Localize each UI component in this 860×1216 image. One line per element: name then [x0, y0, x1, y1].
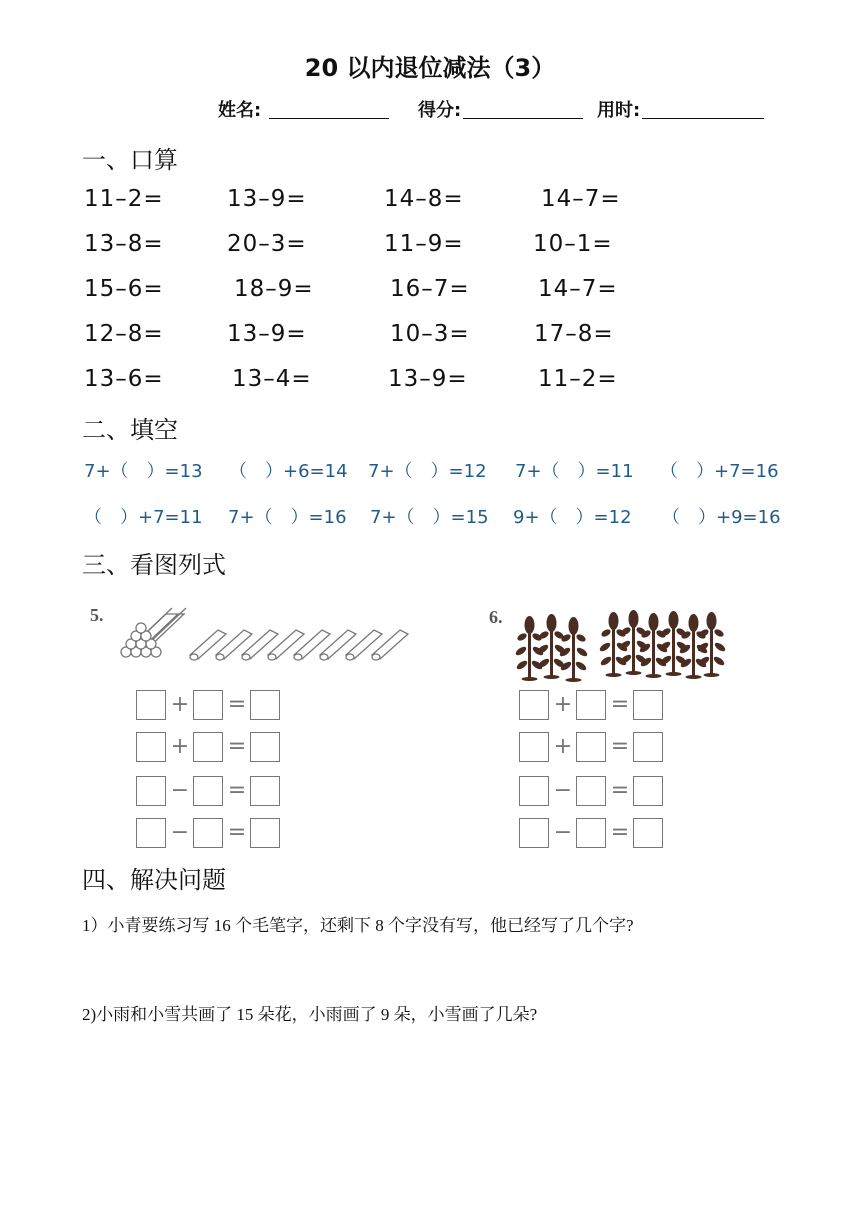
operator-sign: + — [170, 734, 190, 759]
operator-sign: + — [553, 692, 573, 717]
answer-box[interactable] — [193, 690, 223, 720]
answer-box[interactable] — [633, 818, 663, 848]
name-blank[interactable] — [269, 100, 389, 119]
oral-item: 16–7= — [390, 276, 470, 302]
answer-box[interactable] — [576, 690, 606, 720]
section-problems-heading: 四、解决问题 — [82, 866, 226, 894]
oral-item: 14–8= — [384, 186, 464, 212]
name-label: 姓名: — [218, 100, 262, 121]
operator-sign: + — [553, 734, 573, 759]
oral-item: 20–3= — [227, 231, 307, 257]
operator-sign: − — [170, 778, 190, 803]
word-problem-1: 1）小青要练习写 16 个毛笔字，还剩下 8 个字没有写，他已经写了几个字? — [82, 916, 634, 935]
oral-item: 10–1= — [533, 231, 613, 257]
answer-box[interactable] — [576, 776, 606, 806]
answer-box[interactable] — [576, 818, 606, 848]
answer-box[interactable] — [250, 818, 280, 848]
section-picture-heading: 三、看图列式 — [82, 551, 226, 579]
equals-sign: = — [610, 692, 630, 717]
score-label: 得分: — [418, 100, 462, 121]
section-fill-heading: 二、填空 — [82, 416, 178, 444]
fill-item: 7+（ ）=15 — [370, 507, 489, 528]
oral-item: 14–7= — [541, 186, 621, 212]
fill-item: 7+（ ）=12 — [368, 461, 487, 482]
answer-box[interactable] — [193, 776, 223, 806]
oral-item: 13–9= — [227, 186, 307, 212]
section-oral-heading: 一、口算 — [82, 146, 178, 174]
figure-6-number: 6. — [489, 607, 503, 627]
equals-sign: = — [227, 692, 247, 717]
oral-item: 11–2= — [84, 186, 164, 212]
answer-box[interactable] — [633, 732, 663, 762]
time-blank[interactable] — [642, 100, 764, 119]
equals-sign: = — [227, 734, 247, 759]
answer-box[interactable] — [193, 732, 223, 762]
answer-box[interactable] — [193, 818, 223, 848]
answer-box[interactable] — [519, 776, 549, 806]
oral-item: 11–2= — [538, 366, 618, 392]
answer-box[interactable] — [633, 776, 663, 806]
fill-item: （ ）+6=14 — [229, 461, 348, 482]
answer-box[interactable] — [250, 690, 280, 720]
fill-item: （ ）+7=11 — [84, 507, 203, 528]
answer-box[interactable] — [136, 776, 166, 806]
sticks-illustration — [118, 600, 398, 670]
answer-box[interactable] — [136, 818, 166, 848]
equals-sign: = — [227, 820, 247, 845]
answer-box[interactable] — [250, 776, 280, 806]
oral-item: 13–9= — [388, 366, 468, 392]
oral-item: 13–4= — [232, 366, 312, 392]
equals-sign: = — [227, 778, 247, 803]
fill-item: 7+（ ）=13 — [84, 461, 203, 482]
answer-box[interactable] — [519, 818, 549, 848]
oral-item: 11–9= — [384, 231, 464, 257]
time-field[interactable] — [597, 96, 764, 122]
word-problem-2: 2)小雨和小雪共画了 15 朵花，小雨画了 9 朵，小雪画了几朵? — [82, 1005, 538, 1024]
oral-item: 15–6= — [84, 276, 164, 302]
oral-item: 13–9= — [227, 321, 307, 347]
answer-box[interactable] — [519, 732, 549, 762]
oral-item: 12–8= — [84, 321, 164, 347]
oral-item: 13–8= — [84, 231, 164, 257]
equals-sign: = — [610, 820, 630, 845]
answer-box[interactable] — [250, 732, 280, 762]
fill-item: （ ）+9=16 — [662, 507, 781, 528]
answer-box[interactable] — [633, 690, 663, 720]
fill-item: （ ）+7=16 — [660, 461, 779, 482]
operator-sign: + — [170, 692, 190, 717]
answer-box[interactable] — [576, 732, 606, 762]
fill-item: 9+（ ）=12 — [513, 507, 632, 528]
operator-sign: − — [553, 778, 573, 803]
answer-box[interactable] — [136, 732, 166, 762]
name-field[interactable] — [218, 96, 389, 122]
oral-item: 13–6= — [84, 366, 164, 392]
plants-illustration — [515, 605, 725, 677]
operator-sign: − — [553, 820, 573, 845]
fill-item: 7+（ ）=11 — [515, 461, 634, 482]
time-label: 用时: — [597, 100, 641, 121]
oral-item: 14–7= — [538, 276, 618, 302]
answer-box[interactable] — [136, 690, 166, 720]
oral-item: 18–9= — [234, 276, 314, 302]
score-field[interactable] — [418, 96, 583, 122]
oral-item: 17–8= — [534, 321, 614, 347]
answer-box[interactable] — [519, 690, 549, 720]
operator-sign: − — [170, 820, 190, 845]
figure-5-number: 5. — [90, 605, 104, 625]
equals-sign: = — [610, 734, 630, 759]
fill-item: 7+（ ）=16 — [228, 507, 347, 528]
worksheet-title: 20 以内退位减法（3） — [304, 54, 556, 82]
score-blank[interactable] — [463, 100, 583, 119]
equals-sign: = — [610, 778, 630, 803]
oral-item: 10–3= — [390, 321, 470, 347]
